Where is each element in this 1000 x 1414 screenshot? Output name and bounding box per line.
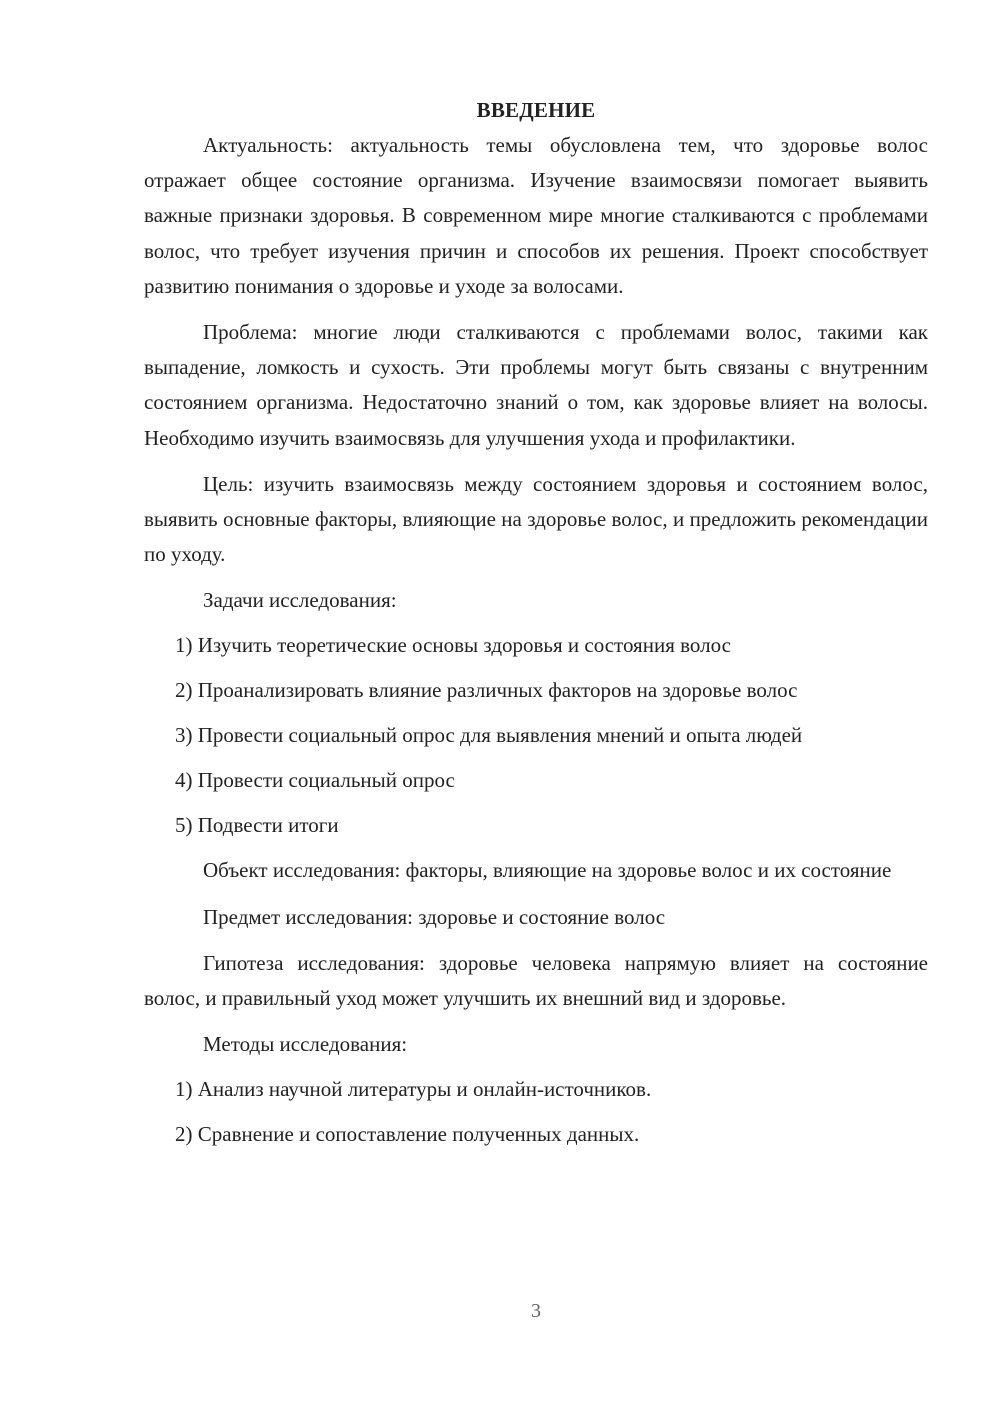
goal-paragraph: Цель: изучить взаимосвязь между состоянием здоровья и состоянием волос, выявить основные факторы, влияющие на здоровье волос, и предложить рекомендации по уходу. [144, 471, 928, 567]
page-number: 3 [531, 1300, 541, 1322]
page-title: ВВЕДЕНИЕ [476, 98, 596, 122]
hypothesis-paragraph: Гипотеза исследования: здоровье человека напрямую влияет на состояние волос, и правильный уход может улучшить их внешний вид и здоровье. [144, 950, 928, 1011]
task-item-3: 3) Провести социальный опрос для выявления мнений и опыта людей [175, 723, 803, 748]
tasks-label: Задачи исследования: [203, 588, 397, 613]
task-item-1: 1) Изучить теоретические основы здоровья и состояния волос [175, 633, 731, 658]
page-content [144, 93, 928, 1162]
object-paragraph: Объект исследования: факторы, влияющие на здоровье волос и их состояние [203, 858, 892, 883]
task-item-4: 4) Провести социальный опрос [175, 768, 455, 793]
problem-paragraph: Проблема: многие люди сталкиваются с проблемами волос, такими как выпадение, ломкость и сухость. Эти проблемы могут быть связаны с внутренним состоянием организма. Недостаточно знаний о том, как здоровье влияет на волосы. Необходимо изучить взаимосвязь для улучшения ухода и профилактики. [144, 320, 928, 450]
methods-label: Методы исследования: [203, 1032, 408, 1057]
subject-paragraph: Предмет исследования: здоровье и состояние волос [203, 904, 666, 929]
method-item-1: 1) Анализ научной литературы и онлайн-источников. [175, 1077, 652, 1102]
relevance-paragraph: Актуальность: актуальность темы обусловлена тем, что здоровье волос отражает общее состояние организма. Изучение взаимосвязи помогает выявить важные признаки здоровья. В современном мире многие сталкиваются с проблемами волос, что требует изучения причин и способов их решения. Проект способствует развитию понимания о здоровье и уходе за волосами. [144, 133, 928, 298]
method-item-2: 2) Сравнение и сопоставление полученных данных. [175, 1122, 640, 1147]
task-item-5: 5) Подвести итоги [175, 813, 339, 838]
task-item-2: 2) Проанализировать влияние различных факторов на здоровье волос [175, 678, 798, 703]
